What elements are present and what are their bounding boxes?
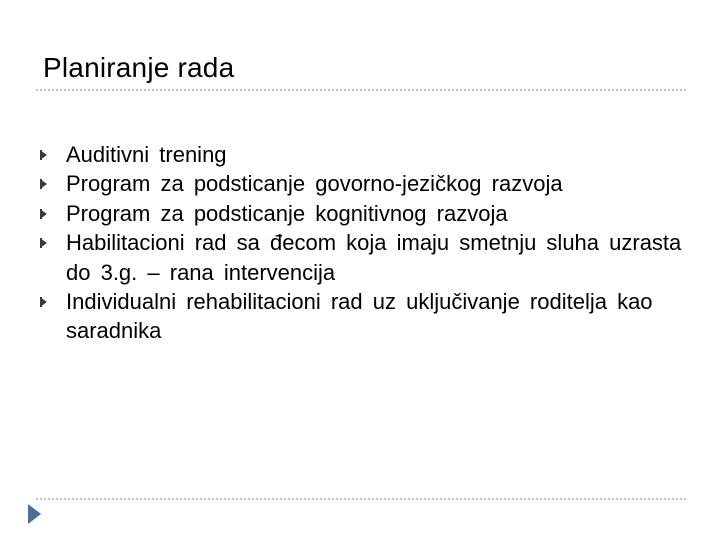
bullet-text: Individualni rehabilitacioni rad uz uključivanje roditelja kao saradnika [66,289,653,344]
list-item [40,199,690,228]
bullet-text: Auditivni trening [66,142,227,167]
bullet-list [40,140,690,346]
next-slide-arrow-icon[interactable] [28,504,41,524]
list-item [40,169,690,198]
title-divider [36,89,686,91]
triangle-bullet-icon [40,150,47,160]
triangle-bullet-icon [40,179,47,189]
bullet-text: Program za podsticanje kognitivnog razvoja [66,200,508,226]
bullet-text: Program za podsticanje govorno-jezičkog razvoja [66,171,563,197]
list-item [40,287,690,346]
triangle-bullet-icon [40,209,47,219]
list-item [40,140,690,169]
slide-title: Planiranje rada [43,52,235,83]
footer-divider [36,498,686,500]
bullet-text: Habilitacioni rad sa đecom koja imaju smetnju sluha uzrasta do 3.g. – rana intervencija [66,230,682,285]
triangle-bullet-icon [40,297,47,307]
triangle-bullet-icon [40,238,47,248]
list-item [40,228,690,287]
